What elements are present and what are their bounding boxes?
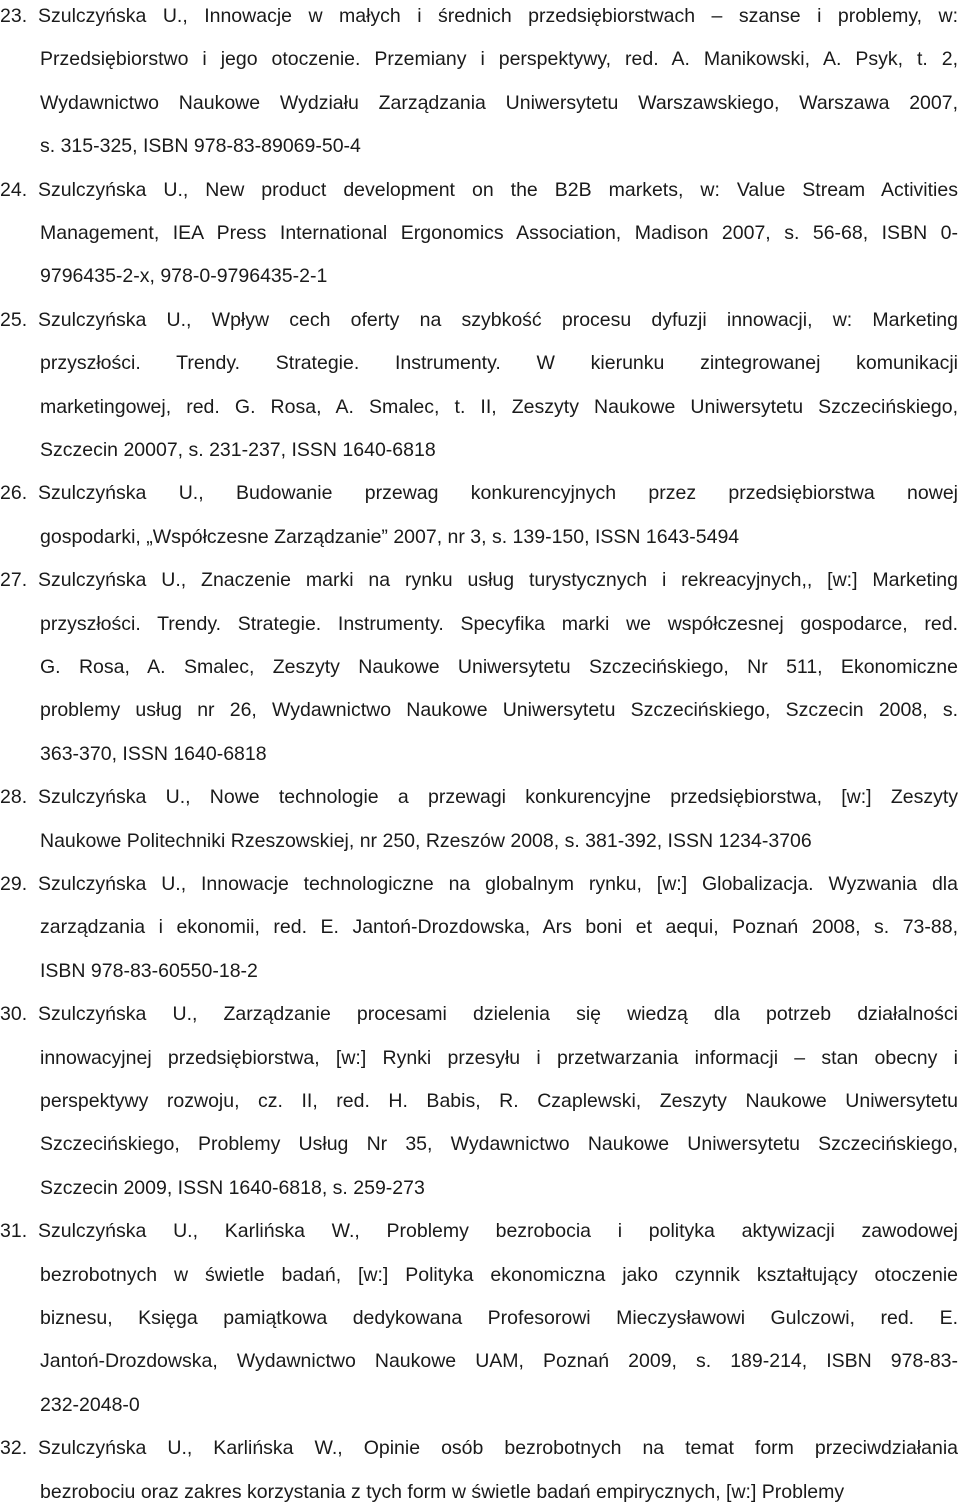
entry-text: G. Rosa, A. Smalec, Zeszyty Naukowe Uniwersytetu Szczecińskiego, Nr 511, Ekonomiczne [40, 656, 958, 678]
entry-line [40, 87, 958, 119]
entry-first-line [0, 781, 958, 813]
entry-number: 24. [0, 178, 28, 201]
entry-line [40, 521, 958, 553]
entry-text: Management, IEA Press International Ergonomics Association, Madison 2007, s. 56-68, ISBN 0- [40, 222, 958, 244]
entry-text: Szulczyńska U., Wpływ cech oferty na szybkość procesu dyfuzji innowacji, w: Marketing [38, 308, 958, 331]
entry-text: bezrobociu oraz zakres korzystania z tych form w świetle badań empirycznych, [w:] Problemy [40, 1480, 845, 1503]
entry-line [40, 130, 958, 162]
entry-first-line [0, 1215, 958, 1247]
entry-text: perspektywy rozwoju, cz. II, red. H. Babis, R. Czaplewski, Zeszyty Naukowe Uniwersytetu [40, 1090, 958, 1112]
entry-text: Szulczyńska U., Karlińska W., Opinie osób bezrobotnych na temat form przeciwdziałania [38, 1437, 958, 1460]
entry-line [40, 1345, 958, 1377]
entry-line [40, 694, 958, 726]
entry-number: 31. [0, 1220, 28, 1243]
entry-first-line [0, 1432, 958, 1464]
entry-text: Szczecińskiego, Problemy Usług Nr 35, Wydawnictwo Naukowe Uniwersytetu Szczecińskiego, [40, 1133, 958, 1156]
entry-text: biznesu, Księga pamiątkowa dedykowana Profesorowi Mieczysławowi Gulczowi, red. E. [40, 1307, 958, 1329]
entry-number: 26. [0, 482, 28, 505]
entry-first-line [0, 998, 958, 1030]
entry-number: 23. [0, 5, 28, 27]
entry-text: Wydawnictwo Naukowe Wydziału Zarządzania Uniwersytetu Warszawskiego, Warszawa 2007, [40, 91, 958, 114]
entry-text: problemy usług nr 26, Wydawnictwo Naukowe Uniwersytetu Szczecińskiego, Szczecin 2008, s. [40, 699, 958, 722]
entry-text: 232-2048-0 [40, 1393, 140, 1416]
entry-line [40, 1389, 958, 1421]
entry-number: 30. [0, 1003, 28, 1026]
entry-line [40, 738, 958, 770]
entry-line [40, 825, 958, 857]
entry-text: Przedsiębiorstwo i jego otoczenie. Przemiany i perspektywy, red. A. Manikowski, A. Psyk, t. 2, [40, 48, 958, 71]
entry-line [40, 1128, 958, 1160]
entry-line [40, 1302, 958, 1334]
entry-number: 25. [0, 308, 28, 331]
entry-text: 9796435-2-x, 978-0-9796435-2-1 [40, 265, 328, 288]
entry-line [40, 608, 958, 640]
entry-line [40, 1259, 958, 1291]
entry-line [40, 911, 958, 943]
entry-line [40, 1476, 958, 1508]
entry-number: 27. [0, 569, 28, 592]
entry-text: Szczecin 20007, s. 231-237, ISSN 1640-6818 [40, 439, 436, 461]
entry-number: 29. [0, 873, 28, 895]
entry-first-line [0, 477, 958, 509]
entry-number: 28. [0, 786, 28, 809]
entry-number: 32. [0, 1437, 28, 1460]
entry-text: 363-370, ISSN 1640-6818 [40, 742, 267, 765]
entry-text: gospodarki, „Współczesne Zarządzanie” 2007, nr 3, s. 139-150, ISSN 1643-5494 [40, 525, 740, 548]
entry-first-line [0, 564, 958, 596]
entry-line [40, 347, 958, 379]
entry-text: ISBN 978-83-60550-18-2 [40, 959, 258, 982]
entry-line [40, 955, 958, 987]
entry-line [40, 651, 958, 683]
entry-text: Szczecin 2009, ISSN 1640-6818, s. 259-273 [40, 1176, 425, 1199]
entry-line [40, 43, 958, 75]
entry-first-line [0, 868, 958, 900]
entry-text: zarządzania i ekonomii, red. E. Jantoń-Drozdowska, Ars boni et aequi, Poznań 2008, s. 73-88, [40, 916, 958, 939]
entry-text: Naukowe Politechniki Rzeszowskiej, nr 250, Rzeszów 2008, s. 381-392, ISSN 1234-3706 [40, 829, 812, 852]
entry-text: przyszłości. Trendy. Strategie. Instrumenty. W kierunku zintegrowanej komunikacji [40, 352, 958, 375]
entry-line [40, 391, 958, 423]
entry-first-line [0, 304, 958, 336]
entry-first-line [0, 174, 958, 206]
entry-line [40, 217, 958, 249]
entry-text: Szulczyńska U., Zarządzanie procesami dzielenia się wiedzą dla potrzeb działalności [38, 1003, 958, 1026]
entry-text: przyszłości. Trendy. Strategie. Instrumenty. Specyfika marki we współczesnej gospodarce, red. [40, 612, 958, 635]
entry-text: Szulczyńska U., Budowanie przewag konkurencyjnych przez przedsiębiorstwa nowej [38, 482, 958, 505]
entry-line [40, 1085, 958, 1117]
entry-line [40, 260, 958, 292]
entry-text: Szulczyńska U., Znaczenie marki na rynku usług turystycznych i rekreacyjnych,, [w:] Marketing [38, 569, 958, 592]
entry-line [40, 1172, 958, 1204]
entry-first-line [0, 0, 958, 32]
entry-text: Szulczyńska U., Innowacje w małych i średnich przedsiębiorstwach – szanse i problemy, w: [38, 5, 958, 27]
entry-text: Szulczyńska U., Karlińska W., Problemy bezrobocia i polityka aktywizacji zawodowej [38, 1220, 958, 1243]
entry-text: bezrobotnych w świetle badań, [w:] Polityka ekonomiczna jako czynnik kształtujący otoczenie [40, 1263, 958, 1286]
entry-text: s. 315-325, ISBN 978-83-89069-50-4 [40, 135, 361, 158]
entry-line [40, 1042, 958, 1074]
entry-text: innowacyjnej przedsiębiorstwa, [w:] Rynki przesyłu i przetwarzania informacji – stan obecny i [40, 1046, 958, 1069]
entry-text: Jantoń-Drozdowska, Wydawnictwo Naukowe UAM, Poznań 2009, s. 189-214, ISBN 978-83- [40, 1350, 958, 1373]
entry-text: Szulczyńska U., Innowacje technologiczne na globalnym rynku, [w:] Globalizacja. Wyzwania dla [38, 873, 958, 895]
entry-text: marketingowej, red. G. Rosa, A. Smalec, t. II, Zeszyty Naukowe Uniwersytetu Szczecińskiego, [40, 395, 958, 418]
entry-text: Szulczyńska U., Nowe technologie a przewagi konkurencyjne przedsiębiorstwa, [w:] Zeszyty [38, 786, 958, 809]
entry-text: Szulczyńska U., New product development on the B2B markets, w: Value Stream Activities [38, 178, 958, 201]
entry-line [40, 434, 958, 466]
